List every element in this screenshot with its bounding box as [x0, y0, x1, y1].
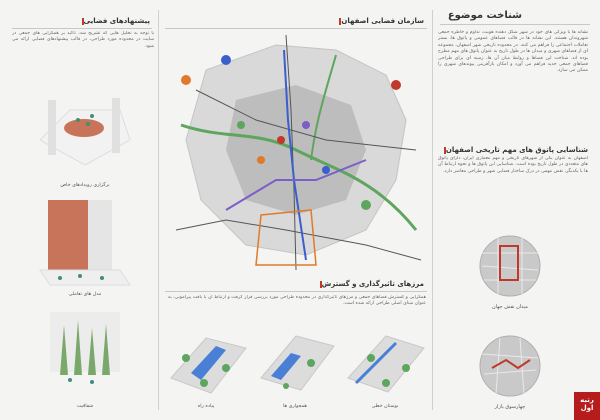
left-caption-1: مدل های تعاملی — [68, 292, 102, 297]
transparency-figure — [50, 312, 120, 384]
left-divider — [12, 28, 152, 29]
right-paragraph-2: اصفهان به عنوان یکی از شهرهای تاریخی و مهم معماری ایران، دارای پاتوق های متعددی در طول تاریخ بوده است. شناسایی این پاتوق ها و نحوه ارتباط آن ها با یکدیگر، نقش مهمی در درک ساختار فضایی شهر و طراحی معاصر دارد. — [438, 156, 588, 174]
isfahan-subtitle-text: شناسایی پاتوق های مهم تاریخی اصفهان — [445, 146, 588, 154]
map-section-title — [336, 17, 424, 25]
award-logo: رتبه اول — [574, 392, 600, 420]
adjacency-figure — [261, 336, 334, 390]
right-paragraph-1: نشانه ها با ویژگی های خود در شهر شکل دهنده هویت، تداوم و خاطره جمعی شهروندان هستند. این نشانه ها در قالب فضاهای عمومی و پاتوق ها، بستر تعاملات اجتماعی را فراهم می کنند. در محدوده تاریخی شهر اصفهان، مجموعه ای از فضاهای شهری و میدان ها در طول تاریخ به عنوان پاتوق های مهم مطرح بوده اند. شناخت این فضاها و روابط میان آن ها، زمینه ای برای طراحی فضاهای جمعی جدید فراهم می آورد و امکان بازآفرینی پیوندهای شهری را ممکن می سازد. — [438, 30, 588, 74]
borders-section-title — [317, 280, 424, 288]
pedestrian-figure — [171, 338, 246, 393]
isfahan-subtitle — [441, 146, 588, 154]
left-intro: با توجه به تحلیل هایی که تشریح شد، تاکید بر همگرایی های جمعی در سایت در محدوده مورد طراحی، در قالب پیشنهادهای فضایی ارائه می شود. — [12, 31, 154, 49]
title-divider — [440, 24, 590, 25]
right-caption-1: چهارسوق بازار — [494, 404, 526, 410]
column-separator-right — [432, 10, 433, 410]
events-figure — [40, 98, 130, 165]
map-divider — [165, 28, 427, 29]
interactive-figure — [40, 200, 130, 285]
bazaar-map — [480, 336, 540, 396]
map-section-title-text: سازمان فضایی اصفهان — [341, 17, 424, 25]
left-section-title — [79, 17, 150, 25]
left-caption-2: شفافیت — [76, 404, 94, 409]
bottom-caption-2: بوستان خطی — [371, 404, 399, 409]
right-figures — [470, 218, 598, 418]
left-caption-0: برگزاری رویدادهای خاص — [60, 183, 110, 188]
bottom-figures — [166, 328, 428, 398]
left-figures — [30, 80, 140, 400]
linear-park-figure — [348, 336, 424, 392]
borders-section-title-text: مرزهای تاثیرگذاری و گسترش — [321, 280, 424, 288]
borders-text: همگرایی و گسترش فضاهای جمعی و مرزهای تاثیرگذاری در محدوده طراحی مورد بررسی قرار گرفت و ارتباط آن با بافت پیرامونی، به عنوان مبنای اصلی طراحی ارائه شده است. — [168, 295, 426, 307]
isfahan-map — [166, 30, 428, 272]
column-separator-left — [158, 10, 159, 410]
bottom-caption-1: همجواری ها — [283, 404, 307, 409]
main-title: شناخت موضوع — [447, 10, 522, 21]
bottom-caption-0: پیاده راه — [197, 404, 215, 409]
right-caption-0: میدان نقش جهان — [492, 304, 528, 310]
left-section-title-text: پیشنهادهای فضایی — [83, 17, 150, 25]
borders-divider — [165, 291, 427, 292]
naqsh-jahan-map — [480, 236, 540, 296]
